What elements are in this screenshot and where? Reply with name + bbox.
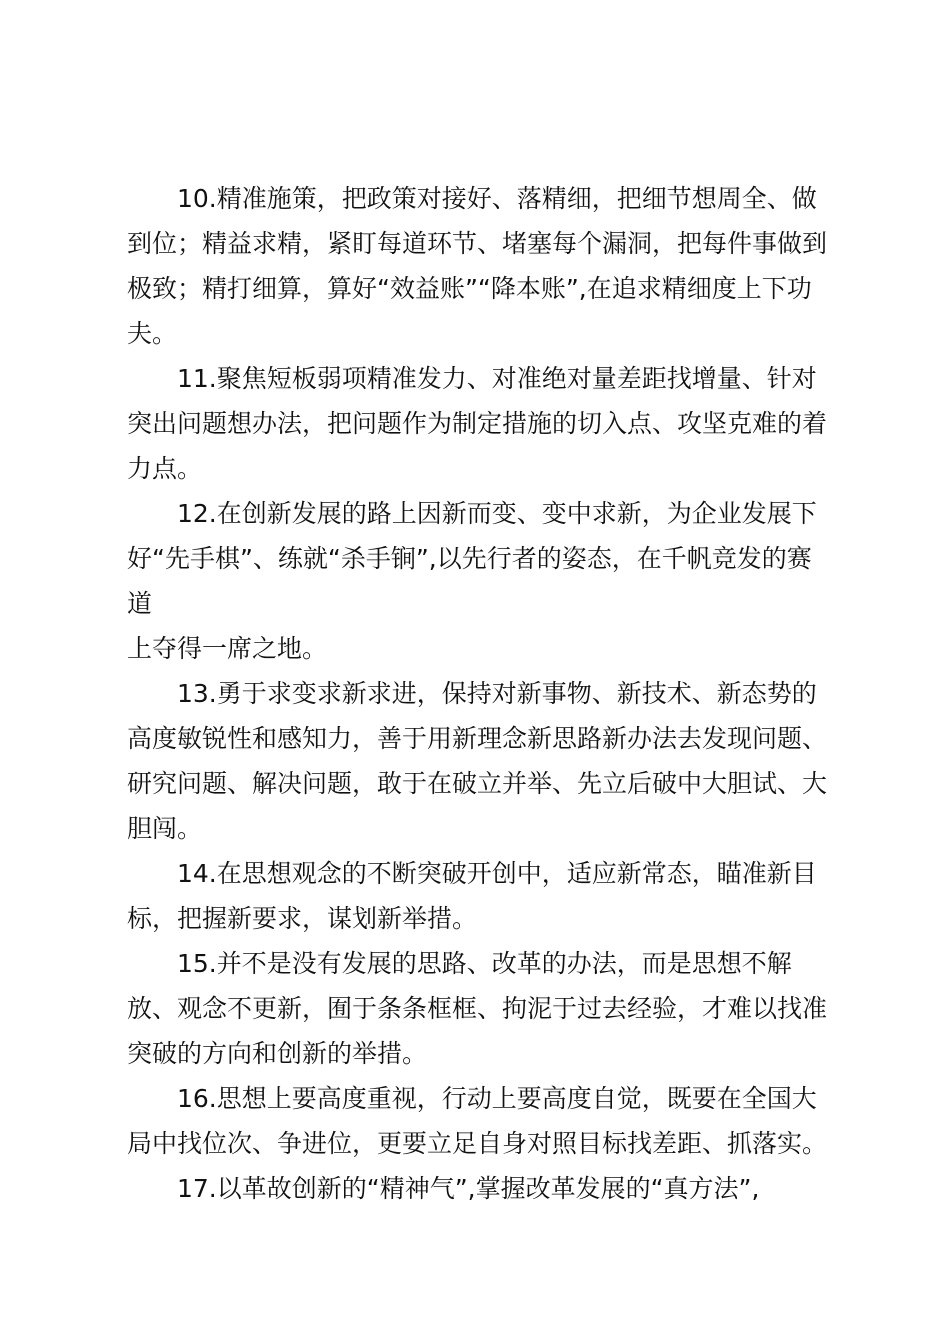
paragraph-15: 15.并不是没有发展的思路、改革的办法，而是思想不解 放、观念不更新，囿于条条框框、拘泥于过去经验，才难以找准 突破的方向和创新的举措。 bbox=[127, 949, 828, 1068]
paragraph-12: 12.在创新发展的路上因新而变、变中求新，为企业发展下 好“先手棋”、练就“杀手锏”,以先行者的姿态，在千帆竞发的赛道 上夺得一席之地。 bbox=[127, 499, 817, 663]
paragraph-17: 17.以革故创新的“精神气”,掌握改革发展的“真方法”, bbox=[177, 1174, 760, 1203]
paragraph-10: 10.精准施策，把政策对接好、落精细，把细节想周全、做 到位；精益求精，紧盯每道环节、堵塞每个漏洞，把每件事做到 极致；精打细算，算好“效益账”“降本账”,在追求精细度上下功 夫。 bbox=[127, 184, 828, 348]
paragraph-14: 14.在思想观念的不断突破开创中，适应新常态，瞄准新目 标，把握新要求，谋划新举措。 bbox=[127, 859, 817, 933]
document-body bbox=[127, 176, 827, 1211]
paragraph-11: 11.聚焦短板弱项精准发力、对准绝对量差距找增量、针对 突出问题想办法，把问题作为制定措施的切入点、攻坚克难的着 力点。 bbox=[127, 364, 828, 483]
paragraph-16: 16.思想上要高度重视，行动上要高度自觉，既要在全国大 局中找位次、争进位，更要立足自身对照目标找差距、抓落实。 bbox=[127, 1084, 828, 1158]
paragraph-13: 13.勇于求变求新求进，保持对新事物、新技术、新态势的 高度敏锐性和感知力，善于用新理念新思路新办法去发现问题、 研究问题、解决问题，敢于在破立并举、先立后破中大胆试、大 胆闯。 bbox=[127, 679, 828, 843]
